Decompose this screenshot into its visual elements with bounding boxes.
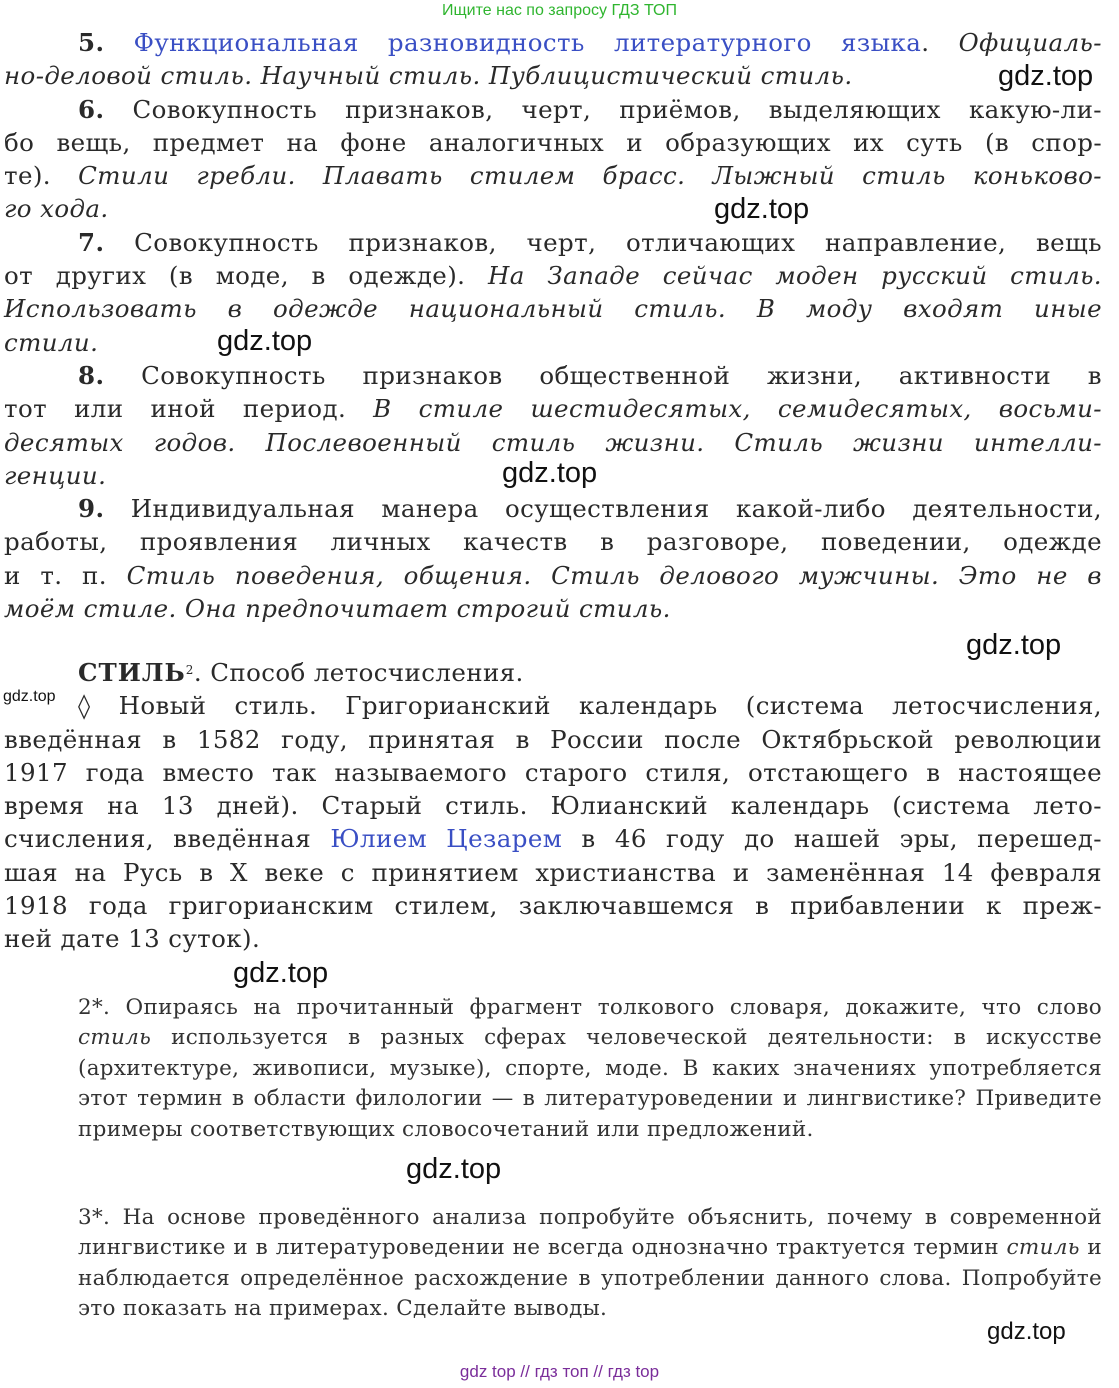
def-9-line-1 — [4, 492, 1102, 525]
def-7-line-2 — [4, 259, 1102, 292]
entry-2-line-2: введённая в 1582 году, принятая в России после Октябрьской революции — [4, 724, 1102, 754]
watermark: gdz.top — [233, 957, 329, 989]
watermark: gdz.top — [987, 1318, 1066, 1345]
def-8-line-2 — [4, 392, 1102, 425]
def-text: тот или иной период. — [4, 394, 347, 424]
example-text: моём стиле. Она предпочитает строгий стиль. — [4, 594, 671, 624]
def-6-line-2: бо вещь, предмет на фоне аналогичных и образующих их суть (в спор- — [4, 127, 1102, 157]
example-text: Использовать в одежде национальный стиль. В моду входят иные — [4, 294, 1102, 324]
watermark: gdz.top — [3, 688, 56, 705]
task-3 — [78, 1203, 1102, 1325]
watermark: gdz.top — [502, 457, 598, 489]
entry-stil-2 — [4, 656, 1102, 956]
def-5-line-1 — [4, 26, 1102, 59]
def-number: 7. — [78, 227, 105, 257]
entry-2-heading — [4, 656, 1102, 689]
def-8-line-3 — [4, 426, 1102, 459]
watermark: gdz.top — [998, 60, 1094, 92]
def-text: Совокупность признаков, черт, приёмов, выделяющих какую-ли- — [132, 94, 1102, 124]
watermark: gdz.top — [966, 629, 1062, 661]
def-text: Совокупность признаков общественной жизни, активности в — [141, 360, 1102, 390]
def-number: 8. — [78, 360, 105, 390]
def-number: 9. — [78, 494, 105, 524]
task-2 — [78, 993, 1102, 1145]
def-text: те). — [4, 161, 51, 191]
entry-2-line-6: шая на Русь в X веке с принятием христианства и заменённая 14 февраля — [4, 857, 1102, 887]
def-8-line-1 — [4, 359, 1102, 392]
def-text: от других (в моде, в одежде). — [4, 261, 466, 291]
entry-text: в 46 году до нашей эры, перешед- — [581, 824, 1102, 854]
def-5-term-link[interactable]: Функциональная разновидность литературного языка — [133, 28, 922, 57]
example-text: десятых годов. Послевоенный стиль жизни. Стиль жизни интелли- — [4, 427, 1102, 457]
def-5-line-2 — [4, 59, 1102, 92]
def-9-line-3 — [4, 559, 1102, 592]
headword: СТИЛЬ — [78, 658, 186, 687]
entry-2-line-4: время на 13 дней). Старый стиль. Юлианский календарь (система лето- — [4, 791, 1102, 821]
def-text: Индивидуальная манера осуществления какой-либо деятельности, — [130, 494, 1102, 524]
example-text: Официаль- — [958, 28, 1102, 57]
entry-definition: . Способ летосчисления. — [193, 658, 524, 687]
watermark: gdz.top — [714, 193, 810, 225]
julius-caesar-link[interactable]: Юлием Цезарем — [330, 824, 563, 854]
example-text: генции. — [4, 460, 107, 490]
task-text: и наблюдается определённое расхождение в употреблении данного слова. Попробуйте это показать на примерах. Сделайте выводы. — [78, 1235, 1102, 1322]
definitions-block — [4, 26, 1102, 625]
example-text: В стиле шестидесятых, семидесятых, восьми- — [373, 394, 1102, 424]
def-6-line-3 — [4, 159, 1102, 192]
headword-sup: 2 — [185, 663, 194, 677]
entry-2-line-7: 1918 года григорианским стилем, заключавшемся в прибавлении к преж- — [4, 891, 1102, 921]
def-7-line-1 — [4, 226, 1102, 259]
def-text: Совокупность признаков, черт, отличающих направление, вещь — [134, 227, 1102, 257]
def-text: и т. п. — [4, 560, 107, 590]
entry-text: счисления, введённая — [4, 824, 312, 854]
def-9-line-2: работы, проявления личных качеств в разговоре, поведении, одежде — [4, 527, 1102, 557]
example-text: Стили гребли. Плавать стилем брасс. Лыжный стиль коньково- — [78, 161, 1102, 191]
def-9-line-4 — [4, 592, 1102, 625]
def-7-line-4 — [4, 326, 1102, 359]
task-text: 2*. Опираясь на прочитанный фрагмент толкового словаря, докажите, что слово — [78, 995, 1102, 1020]
def-6-line-1 — [4, 93, 1102, 126]
punct: . — [921, 28, 930, 57]
watermark: gdz.top — [217, 325, 313, 357]
example-text: Стиль поведения, общения. Стиль делового мужчины. Это не в — [126, 560, 1102, 590]
example-text: стили. — [4, 327, 99, 357]
entry-2-line-8: ней дате 13 суток). — [4, 924, 261, 954]
def-6-line-4 — [4, 192, 1102, 225]
top-banner: Ищите нас по запросу ГДЗ ТОП — [442, 2, 677, 19]
footer-links[interactable]: gdz top // гдз топ // гдз top — [459, 1362, 660, 1381]
def-number: 5. — [78, 28, 105, 57]
example-text: но-деловой стиль. Научный стиль. Публицистический стиль. — [4, 61, 853, 91]
watermark: gdz.top — [406, 1153, 502, 1185]
def-number: 6. — [78, 94, 105, 124]
example-text: На Западе сейчас моден русский стиль. — [488, 261, 1102, 291]
task-text: 3*. На основе проведённого анализа попробуйте объяснить, почему в современной лингвистике и в литературоведении не всегда однозначно трактуется термин — [78, 1205, 1102, 1261]
task-term: стиль — [78, 1025, 152, 1051]
task-text: используется в разных сферах человеческой деятельности: в искусстве (архитектуре, живописи, музыке), спорте, моде. В каких значениях употребляется этот термин в области филологии — в литературоведении и лингвистике? Приведите примеры соответствующих словосочетаний или предложений. — [78, 1025, 1102, 1142]
task-term: стиль — [1006, 1235, 1080, 1261]
def-7-line-3 — [4, 292, 1102, 325]
entry-2-line-1: ◊ Новый стиль. Григорианский календарь (система летосчисления, — [78, 691, 1102, 721]
example-text: го хода. — [4, 194, 109, 224]
entry-2-line-3: 1917 года вместо так называемого старого стиля, отстающего в настоящее — [4, 757, 1102, 787]
entry-2-line-5 — [4, 822, 1102, 855]
